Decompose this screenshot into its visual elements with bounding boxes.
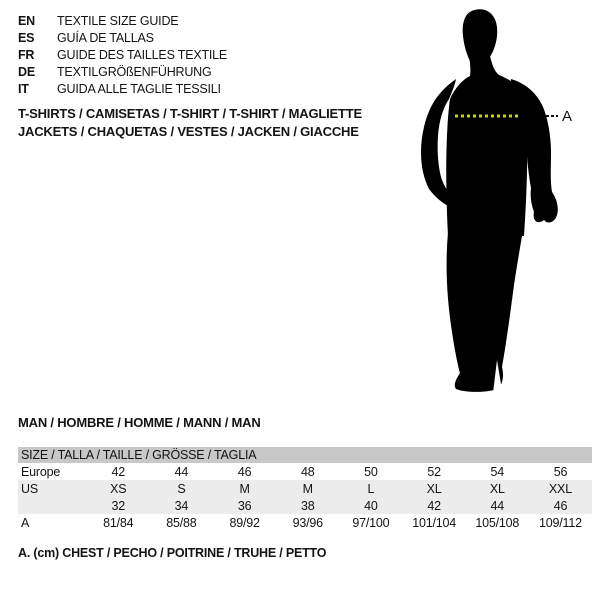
language-code: EN — [18, 13, 35, 28]
table-row — [18, 497, 592, 514]
language-row — [18, 12, 227, 29]
language-guide-label: GUÍA DE TALLAS — [57, 30, 154, 45]
size-value: M — [302, 481, 313, 496]
row-label: A — [21, 515, 30, 530]
size-value: 44 — [490, 498, 505, 513]
size-value: 93/96 — [292, 515, 323, 530]
row-label: Europe — [21, 464, 61, 479]
man-silhouette-figure — [410, 0, 580, 400]
size-value: 44 — [174, 464, 189, 479]
size-value: XXL — [548, 481, 572, 496]
size-value: 42 — [111, 464, 125, 479]
language-guide-label: TEXTILGRÖßENFÜHRUNG — [57, 64, 212, 79]
section-title-man: MAN / HOMBRE / HOMME / MANN / MAN — [18, 415, 261, 430]
language-row — [18, 46, 227, 63]
size-value: M — [239, 481, 250, 496]
size-value: XL — [426, 481, 442, 496]
size-value: L — [367, 481, 375, 496]
language-title-list — [18, 12, 227, 97]
size-table — [18, 447, 592, 531]
size-value: XS — [110, 481, 127, 496]
language-code: IT — [18, 81, 29, 96]
language-row — [18, 80, 227, 97]
size-value: 105/108 — [475, 515, 520, 530]
man-silhouette — [421, 9, 558, 392]
size-value: XL — [489, 481, 505, 496]
size-table-header: SIZE / TALLA / TAILLE / GRÖSSE / TAGLIA — [18, 447, 592, 463]
measure-label: A — [562, 108, 572, 125]
language-code: DE — [18, 64, 35, 79]
size-value: 42 — [427, 498, 441, 513]
language-code: ES — [18, 30, 35, 45]
size-value: 52 — [427, 464, 441, 479]
size-value: S — [177, 481, 186, 496]
size-value: 109/112 — [539, 515, 582, 530]
size-value: 101/104 — [412, 515, 456, 530]
size-value: 36 — [237, 498, 252, 513]
size-value: 85/88 — [166, 515, 197, 530]
measure-footnote: A. (cm) CHEST / PECHO / POITRINE / TRUHE / PETTO — [18, 546, 327, 560]
table-row — [18, 514, 592, 531]
language-code: FR — [18, 47, 35, 62]
garment-category-lines — [18, 105, 362, 141]
size-value: 34 — [174, 498, 189, 513]
row-label: US — [21, 481, 38, 496]
garment-category-line: JACKETS / CHAQUETAS / VESTES / JACKEN / GIACCHE — [18, 124, 359, 139]
table-row — [18, 480, 592, 497]
language-guide-label: TEXTILE SIZE GUIDE — [57, 13, 179, 28]
size-value: 50 — [364, 464, 378, 479]
size-value: 54 — [490, 464, 505, 479]
size-value: 81/84 — [103, 515, 134, 530]
table-row — [18, 463, 592, 480]
size-value: 97/100 — [352, 515, 390, 530]
size-value: 56 — [553, 464, 568, 479]
size-value: 48 — [301, 464, 315, 479]
language-row — [18, 63, 227, 80]
language-row — [18, 29, 227, 46]
size-value: 32 — [111, 498, 125, 513]
size-value: 89/92 — [229, 515, 260, 530]
size-value: 46 — [553, 498, 568, 513]
legs — [447, 232, 522, 392]
language-guide-label: GUIDA ALLE TAGLIE TESSILI — [57, 81, 221, 96]
size-value: 40 — [364, 498, 378, 513]
head — [463, 9, 498, 63]
size-value: 46 — [237, 464, 252, 479]
garment-category-line: T-SHIRTS / CAMISETAS / T-SHIRT / T-SHIRT / MAGLIETTE — [18, 106, 362, 121]
size-value: 38 — [301, 498, 315, 513]
language-guide-label: GUIDE DES TAILLES TEXTILE — [57, 47, 228, 62]
